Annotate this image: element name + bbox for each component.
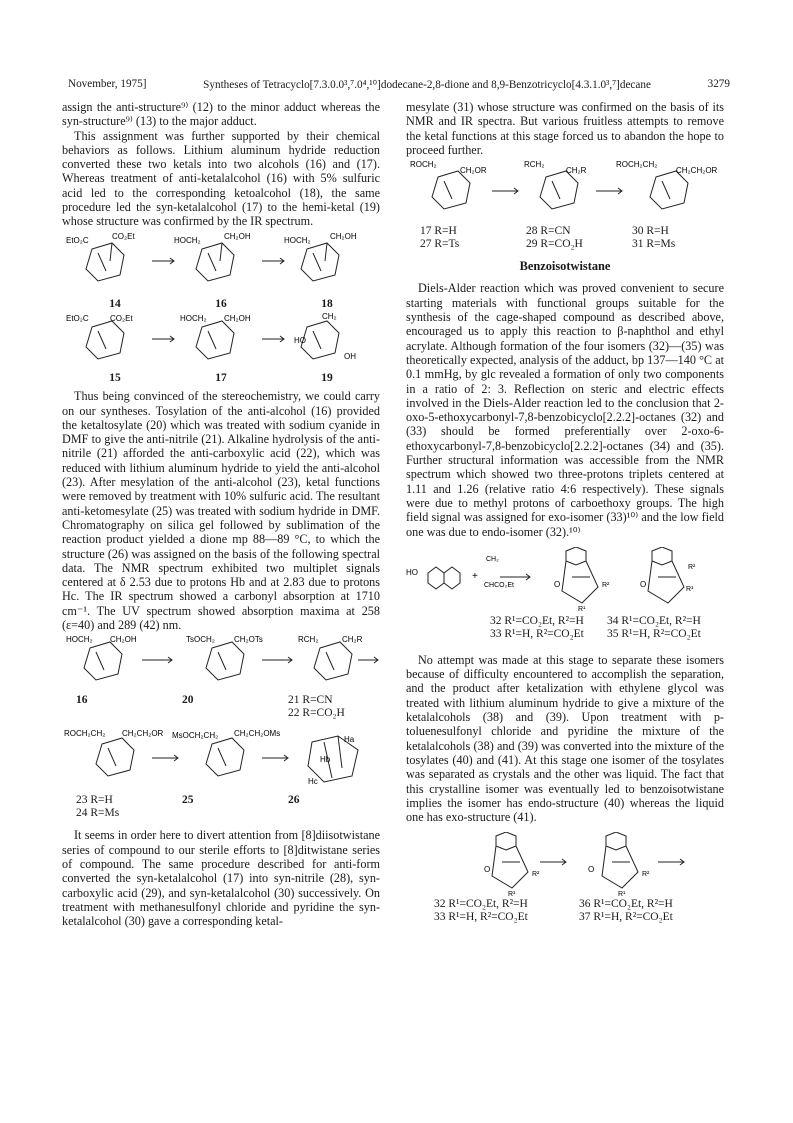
compound-label: 31 R=Ms [632, 238, 676, 251]
compound-label: 33 R¹=H, R²=CO₂Et [434, 911, 528, 924]
compound-label: 27 R=Ts [420, 238, 460, 251]
svg-text:R²: R² [602, 581, 610, 589]
svg-text:+: + [472, 570, 478, 582]
compound-label: 29 R=CO₂H [526, 238, 583, 251]
svg-text:CH₂CH₂OR: CH₂CH₂OR [676, 166, 718, 176]
svg-text:Hb: Hb [320, 755, 331, 765]
svg-text:Hc: Hc [308, 777, 318, 787]
paragraph: It seems in order here to divert attention from [8]diisotwistane series of compound to our sterile efforts to [8]ditwistane series of compound. The same procedure described for anti-form converted the syn-ketalalcohol (17) into syn-nitrile (28), syn-carboxylic acid (29), and syn-ketalalcohol (30) successively. On treatment with methanesulfonyl chloride and pyridine the syn-ketalalcohol (30) gave a corresponding ketal- [62, 828, 380, 929]
left-column [62, 100, 380, 928]
reaction-scheme-14-16-18 [62, 231, 380, 295]
compound-label: 20 [182, 694, 194, 707]
compound-label: 24 R=Ms [76, 807, 120, 820]
svg-text:CH₂CH₂OR: CH₂CH₂OR [122, 729, 164, 739]
compound-label: 32 R¹=CO₂Et, R²=H [490, 614, 584, 627]
compound-label: 18 [321, 297, 333, 310]
svg-text:CH₂CH₂OMs: CH₂CH₂OMs [234, 729, 281, 739]
svg-text:CH₂: CH₂ [486, 555, 499, 563]
svg-text:RCH₂: RCH₂ [298, 635, 319, 645]
reaction-scheme-23-25-26 [62, 728, 380, 792]
svg-text:EtO₂C: EtO₂C [66, 313, 89, 323]
svg-text:CO₂Et: CO₂Et [110, 313, 133, 323]
svg-text:CO₂Et: CO₂Et [112, 231, 135, 241]
compound-label: 16 [215, 297, 227, 310]
paragraph: Thus being convinced of the stereochemistry, we could carry on our syntheses. Tosylation of the anti-alcohol (16) provided the ketaltosylate (20) which was treated with sodium cyanide in DMF to give the anti-nitrile (21). Alkaline hydrolysis of the anti-nitrile (21) afforded the anti-carboxylic acid (22), which was reduced with lithium aluminum hydride to yield the anti-alcohol (23). After mesylation of the anti-alcohol (23), ketal functions were removed by treatment with 10% sulfuric acid. The resultant anti-ketomesylate (25) was treated with sodium hydride in DMF. Chromatography on silica gel followed by sublimation of the reaction product yielded a dione mp 88—89 °C, to which the structure (26) was assigned on the basis of the following spectral data. The NMR spectrum exhibited two multiplet signals centered at δ 2.53 due to protons Hb and at 2.83 due to protons Hc. The IR spectrum showed a carbonyl absorption at 1710 cm⁻¹. The UV spectrum showed absorption maxima at 258 (ε=40) and 289 (42) nm. [62, 389, 380, 633]
compound-labels-row [62, 794, 380, 820]
svg-text:CH₂OTs: CH₂OTs [234, 635, 263, 645]
svg-text:CHCO₂Et: CHCO₂Et [484, 581, 514, 589]
compound-label: 34 R¹=CO₂Et, R²=H [607, 614, 701, 627]
compound-label: 17 R=H [420, 225, 457, 238]
svg-text:EtO₂C: EtO₂C [66, 235, 89, 245]
paragraph: assign the anti-structure⁹⁾ (12) to the minor adduct whereas the syn-structure⁹⁾ (13) to the major adduct. [62, 100, 380, 129]
svg-text:O: O [588, 865, 595, 875]
compound-label: 14 [109, 297, 121, 310]
svg-text:R¹: R¹ [508, 891, 516, 897]
svg-text:ROCH₂CH₂: ROCH₂CH₂ [616, 160, 658, 170]
paragraph: Diels-Alder reaction which was proved convenient to secure starting materials with functional groups suitable for the synthesis of the cage-shaped compound as described above, encouraged us to apply this reaction to β-naphthol and ethyl acrylate. Although formation of the four isomers (32)—(35) was theoretically expected, analysis of the adduct, bp 137—140 °C at 0.1 mmHg, by glc revealed a formation of only two components in a ratio of 2: 3. Reflection on steric and electric effects involved in the Diels-Alder reaction led to the conclusion that 2-oxo-5-ethoxycarbonyl-7,8-benzobicyclo[2.2.2]-octanes (32) and (33) should be formed preferentially over 2-oxo-6-ethoxycarbonyl-7,8-benzobicyclo[2.2.2]-octanes (34) and (35). Further structural information was accessible from the NMR spectrum which showed two three-protons triplets centered at 1.11 and 1.26 (relative ratio 4:6 respectively). These signals were due to methyl protons of carboethoxy groups. The high field signal was assigned for exo-isomer (33)¹⁰⁾ and the low field one was due to endo-isomer (32).¹⁰⁾ [406, 281, 724, 539]
paragraph: No attempt was made at this stage to separate these isomers because of difficulty encountered to accomplish the separation, and the product after ketalization with ethylene glycol was treated with lithium aluminum hydride to give a mixture of the ketalalcohols (38) and (39). Upon treatment with p-toluenesulfonyl chloride and pyridine the mixture of the ketalalcohols (38) and (39) was converted into the mixture of the tosylates (40) and (41). At this stage one isomer of the tosylates was separated as crystals and the other was liquid. The fact that this crystalline isomer was eventually led to benzoisotwistane implies the isomer has endo-structure (40) whereas the liquid one has exo-structure (41). [406, 652, 724, 825]
right-column [406, 100, 724, 924]
header-date: November, 1975] [68, 78, 147, 90]
page-number: 3279 [707, 78, 730, 90]
compound-label: 15 [109, 371, 121, 384]
running-header [68, 78, 730, 91]
compound-label: 16 [76, 694, 88, 707]
svg-text:CH₂OH: CH₂OH [224, 231, 251, 241]
svg-text:O: O [640, 579, 647, 589]
compound-labels-row [62, 297, 380, 311]
compound-labels-row [490, 615, 724, 641]
compound-labels-row [62, 694, 380, 720]
compound-label: 26 [288, 794, 300, 807]
svg-text:O: O [484, 865, 491, 875]
compound-label: 22 R=CO₂H [288, 707, 345, 720]
svg-text:OH: OH [344, 351, 356, 361]
header-title: Syntheses of Tetracyclo[7.3.0.0³,⁷.0⁴,¹⁰]dodecane-2,8-dione and 8,9-Benzotricyclo[4.3.1.0³,⁷]decane [203, 79, 651, 91]
svg-text:CH₂: CH₂ [322, 312, 337, 321]
svg-text:R²: R² [642, 871, 650, 879]
compound-label: 25 [182, 794, 194, 807]
diels-alder-scheme [406, 547, 724, 613]
svg-text:HOCH₂: HOCH₂ [66, 635, 93, 645]
svg-text:CH₂OH: CH₂OH [110, 635, 137, 645]
compound-label: 32 R¹=CO₂Et, R²=H [434, 898, 528, 911]
svg-text:MsOCH₂CH₂: MsOCH₂CH₂ [172, 731, 219, 741]
section-heading: Benzoisotwistane [519, 259, 611, 274]
svg-text:CH₂OH: CH₂OH [224, 313, 251, 323]
svg-text:CH₂R: CH₂R [566, 166, 587, 176]
compound-label: 17 [215, 371, 227, 384]
compound-labels-row [434, 898, 724, 924]
svg-text:HO: HO [294, 335, 306, 345]
compound-label: 33 R¹=H, R²=CO₂Et [490, 627, 584, 640]
reaction-scheme-15-17-19 [62, 313, 380, 369]
compound-label: 23 R=H [76, 794, 113, 807]
svg-text:HOCH₂: HOCH₂ [180, 313, 207, 323]
compound-label: 35 R¹=H, R²=CO₂Et [607, 627, 701, 640]
compound-label: 37 R¹=H, R²=CO₂Et [579, 911, 673, 924]
compound-label: 21 R=CN [288, 694, 333, 707]
svg-text:RCH₂: RCH₂ [524, 160, 545, 170]
compound-label: 30 R=H [632, 225, 669, 238]
compound-labels-row [62, 371, 380, 385]
svg-text:ROCH₂: ROCH₂ [410, 160, 437, 170]
svg-text:R¹: R¹ [618, 891, 626, 897]
svg-text:R²: R² [532, 871, 540, 879]
paragraph: mesylate (31) whose structure was confirmed on the basis of its NMR and IR spectra. But various fruitless attempts to remove the ketal functions at this stage forced us to abandon the hope to proceed further. [406, 100, 724, 157]
ketalization-scheme [406, 832, 724, 896]
svg-text:ROCH₂CH₂: ROCH₂CH₂ [64, 729, 106, 739]
svg-text:CH₂OR: CH₂OR [460, 166, 487, 176]
svg-text:CH₂OH: CH₂OH [330, 231, 357, 241]
svg-text:O: O [554, 579, 561, 589]
svg-text:R¹: R¹ [578, 605, 586, 613]
compound-label: 19 [321, 371, 333, 384]
svg-text:R¹: R¹ [686, 585, 694, 593]
compound-label: 28 R=CN [526, 225, 571, 238]
svg-text:HOCH₂: HOCH₂ [284, 235, 311, 245]
svg-text:Ha: Ha [344, 735, 355, 745]
reaction-scheme-17-28-30 [406, 159, 724, 223]
svg-text:TsOCH₂: TsOCH₂ [186, 635, 215, 645]
compound-label: 36 R¹=CO₂Et, R²=H [579, 898, 673, 911]
svg-text:R²: R² [688, 563, 696, 571]
svg-text:HOCH₂: HOCH₂ [174, 235, 201, 245]
svg-text:HO: HO [406, 567, 418, 577]
paragraph: This assignment was further supported by their chemical behaviors as follows. Lithium aluminum hydride reduction converted these two ketals into two alcohols (16) and (17). Whereas treatment of anti-ketalalcohol (16) with 5% sulfuric acid led to the corresponding ketoalcohol (18), the same procedure led the syn-ketalalcohol (17) to the hemi-ketal (19) whose structure was confirmed by the IR spectrum. [62, 128, 380, 229]
svg-text:CH₂R: CH₂R [342, 635, 363, 645]
reaction-scheme-16-20-21 [62, 634, 380, 692]
compound-labels-row [406, 225, 724, 251]
